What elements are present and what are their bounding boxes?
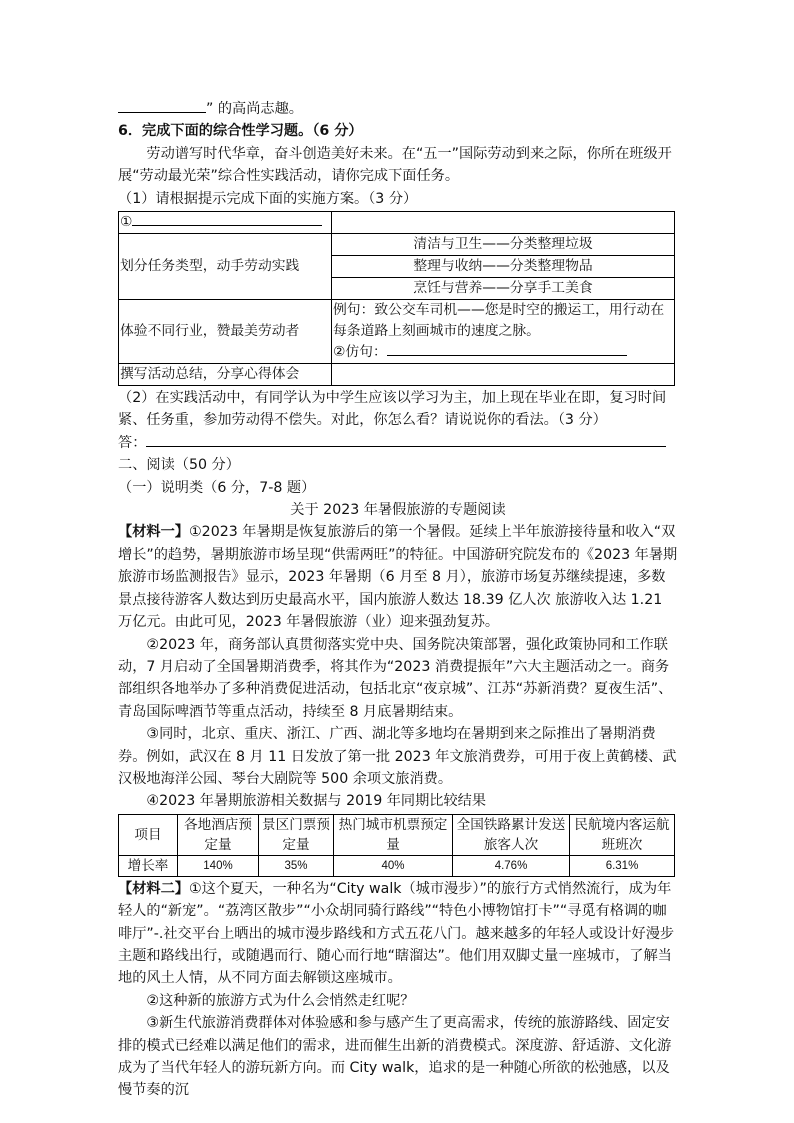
example-sentence: 例句：致公交车司机——您是时空的搬运工，用行动在每条道路上刻画城市的速度之脉。 (333, 302, 665, 340)
table-cell: 4.76% (453, 855, 570, 876)
question-6-sub1: （1）请根据提示完成下面的实施方案。（3 分） (118, 190, 418, 207)
material-2-para-1: 【材料二】①这个夏天，一种名为“City walk（城市漫步）”的旅行方式悄然流行，成为年轻人的“新宠”。“荔湾区散步”“小众胡同骑行路线”“特色小博物馆打卡”“寻觅有格调的咖啡厅”-.社交平台上晒出的城市漫步路线和方式五花八门。越来越多的年轻人或设计好漫步主题和路线出行，或随遇而行、随心而行地“瞎溜达”。他们用双脚丈量一座城市，了解当地的风土人情，从不同方面去解锁这座城市。 (118, 880, 675, 987)
table-row (119, 212, 675, 234)
table-cell: 6.31% (570, 855, 675, 876)
table-cell-label: 增长率 (119, 855, 178, 876)
table-cell-label: 划分任务类型，动手劳动实践 (119, 234, 332, 300)
section-heading: 二、阅读（50 分） (118, 457, 240, 474)
table-header-row (119, 814, 675, 855)
table-header: 民航境内客运航班班次 (570, 814, 675, 855)
table-row (119, 234, 675, 256)
activity-plan-table (118, 211, 675, 386)
table-row (119, 300, 675, 364)
table-cell: 清洁与卫生——分类整理垃圾 (332, 234, 675, 256)
table-row (119, 855, 675, 876)
table-header: 热门城市机票预定量 (334, 814, 453, 855)
material-2-para-3: ③新生代旅游消费群体对体验感和参与感产生了更高需求，传统的旅游路线、固定安排的模式已经难以满足他们的需求，进而催生出新的消费模式。深度游、舒适游、文化游成为了当代年轻人的游玩新方向。而 City walk，追求的是一种随心所欲的松弛感，以及慢节奏的沉 (118, 1015, 672, 1099)
table-header: 各地酒店预定量 (178, 814, 259, 855)
tourism-stats-table (118, 814, 675, 877)
fill-blank[interactable] (118, 98, 206, 113)
table-cell: 烹饪与营养——分享手工美食 (332, 278, 675, 300)
table-cell-label: 撰写活动总结，分享心得体会 (119, 364, 332, 386)
table-cell: 35% (259, 855, 334, 876)
question-6-title: 6．完成下面的综合性学习题。（6 分） (118, 123, 363, 140)
question-6-intro: 劳动谱写时代华章，奋斗创造美好未来。在“五一”国际劳动到来之际，你所在班级开展“劳动最光荣”综合性实践活动，请你完成下面任务。 (118, 145, 672, 185)
table-header: 景区门票预定量 (259, 814, 334, 855)
table-row (119, 364, 675, 386)
question-6-sub2: （2）在实践活动中，有同学认为中学生应该以学习为主，加上现在毕业在即，复习时间紧、任务重，参加劳动得不偿失。对此，你怎么看？请说说你的看法。（3 分） (118, 390, 667, 429)
answer-line[interactable]: 答： (118, 432, 678, 454)
material-1-para-3: ③同时，北京、重庆、浙江、广西、湖北等多地均在暑期到来之际推出了暑期消费券。例如，武汉在 8 月 11 日发放了第一批 2023 年文旅消费券，可用于夜上黄鹤楼、武汉极地海洋公园、琴台大剧院等 500 余项文旅消费。 (118, 726, 677, 787)
table-cell-label: 体验不同行业，赞最美劳动者 (119, 300, 332, 364)
material-1-para-2: ②2023 年，商务部认真贯彻落实党中央、国务院决策部署，强化政策协同和工作联动，7 月启动了全国暑期消费季，将其作为“2023 消费提振年”六大主题活动之一。商务部组织各地举办了多种消费促进活动，包括北京“夜京城”、江苏“苏新消费？夏夜生活”、青岛国际啤酒节等重点活动，持续至 8 月底暑期结束。 (118, 636, 673, 720)
table-cell (332, 364, 675, 386)
material-1-para-1: 【材料一】①2023 年暑期是恢复旅游后的第一个暑假。延续上半年旅游接待量和收入“双增长”的趋势，暑期旅游市场呈现“供需两旺”的特征。中国游研究院发布的《2023 年暑期旅游市场监测报告》显示，2023 年暑期（6 月至 8 月），旅游市场复苏继续提速，多数景点接待游客人数达到历史最高水平，国内旅游人数达 18.39 亿人次 旅游收入达 1.21 万亿元。由此可见，2023 年暑假旅游（业）迎来强劲复苏。 (118, 524, 678, 631)
table-cell: 40% (334, 855, 453, 876)
subsection-heading: （一）说明类（6 分，7-8 题） (118, 479, 316, 496)
material-1-para-4: ④2023 年暑期旅游相关数据与 2019 年同期比较结果 (146, 793, 487, 810)
table-cell: 整理与收纳——分类整理物品 (332, 256, 675, 278)
table-header: 全国铁路累计发送旅客人次 (453, 814, 570, 855)
previous-question-tail: ” 的高尚志趣。 (118, 98, 678, 120)
reading-topic: 关于 2023 年暑假旅游的专题阅读 (290, 502, 506, 519)
table-cell (332, 212, 675, 234)
imitate-line[interactable]: ②仿句： (333, 342, 673, 363)
table-header: 项目 (119, 814, 178, 855)
material-2-para-2: ②这种新的旅游方式为什么会悄然走红呢？ (146, 992, 415, 1009)
table-cell-blank-1[interactable]: ① (119, 212, 332, 234)
table-cell: 140% (178, 855, 259, 876)
document-content (118, 98, 678, 1102)
table-cell-example (332, 300, 675, 364)
